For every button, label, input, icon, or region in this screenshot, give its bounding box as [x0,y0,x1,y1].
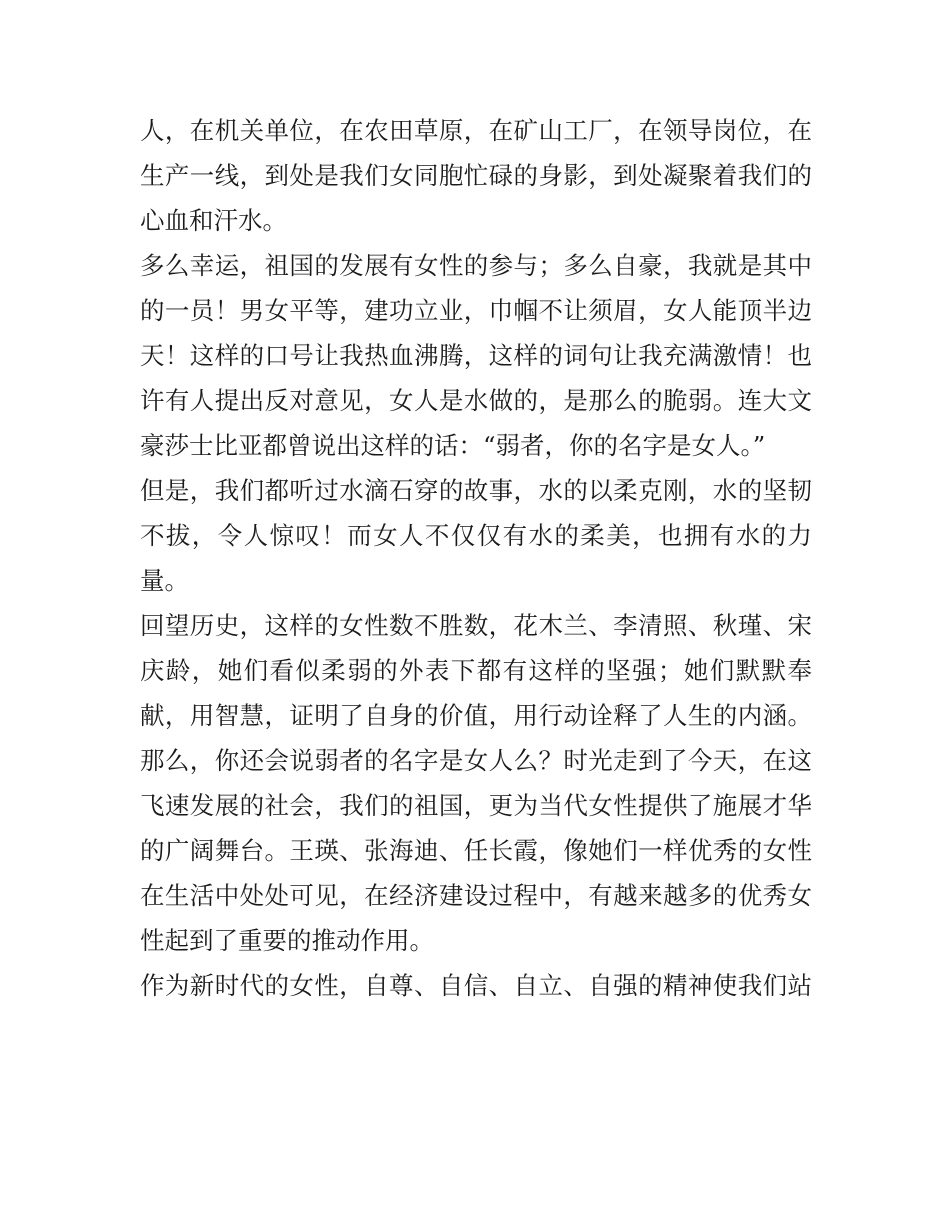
text-line: 在生活中处处可见，在经济建设过程中，有越来越多的优秀女 [140,881,812,910]
text-line: 性起到了重要的推动作用。 [140,926,434,955]
text-line: 生产一线，到处是我们女同胞忙碌的身影，到处凝聚着我们的 [140,161,812,190]
text-line: 许有人提出反对意见，女人是水做的，是那么的脆弱。连大文 [140,386,812,415]
text-line: 心血和汗水。 [140,206,287,235]
text-line: 不拔，令人惊叹！而女人不仅仅有水的柔美，也拥有水的力 [140,521,812,550]
text-line: 人，在机关单位，在农田草原，在矿山工厂，在领导岗位，在 [140,116,812,145]
text-line: 的广阔舞台。王瑛、张海迪、任长霞，像她们一样优秀的女性 [140,836,812,865]
text-line: 天！这样的口号让我热血沸腾，这样的词句让我充满激情！也 [140,341,812,370]
paragraph-1 [140,108,812,243]
paragraph-2 [140,243,812,603]
text-line: 量。 [140,566,189,595]
text-line: 作为新时代的女性，自尊、自信、自立、自强的精神使我们站 [140,971,812,1000]
paragraph-3 [140,603,812,963]
text-line: 庆龄，她们看似柔弱的外表下都有这样的坚强；她们默默奉 [140,656,812,685]
text-line: 飞速发展的社会，我们的祖国，更为当代女性提供了施展才华 [140,791,812,820]
text-line: 但是，我们都听过水滴石穿的故事，水的以柔克刚，水的坚韧 [140,476,812,505]
document-page [140,108,812,1008]
text-line: 多么幸运，祖国的发展有女性的参与；多么自豪，我就是其中 [140,251,812,280]
text-line: 豪莎士比亚都曾说出这样的话：“弱者，你的名字是女人。” [140,431,766,460]
text-line: 的一员！男女平等，建功立业，巾帼不让须眉，女人能顶半边 [140,296,812,325]
paragraph-4 [140,963,812,1008]
text-line: 献，用智慧，证明了自身的价值，用行动诠释了人生的内涵。 [140,701,812,730]
text-line: 回望历史，这样的女性数不胜数，花木兰、李清照、秋瑾、宋 [140,611,812,640]
text-line: 那么，你还会说弱者的名字是女人么？时光走到了今天，在这 [140,746,812,775]
